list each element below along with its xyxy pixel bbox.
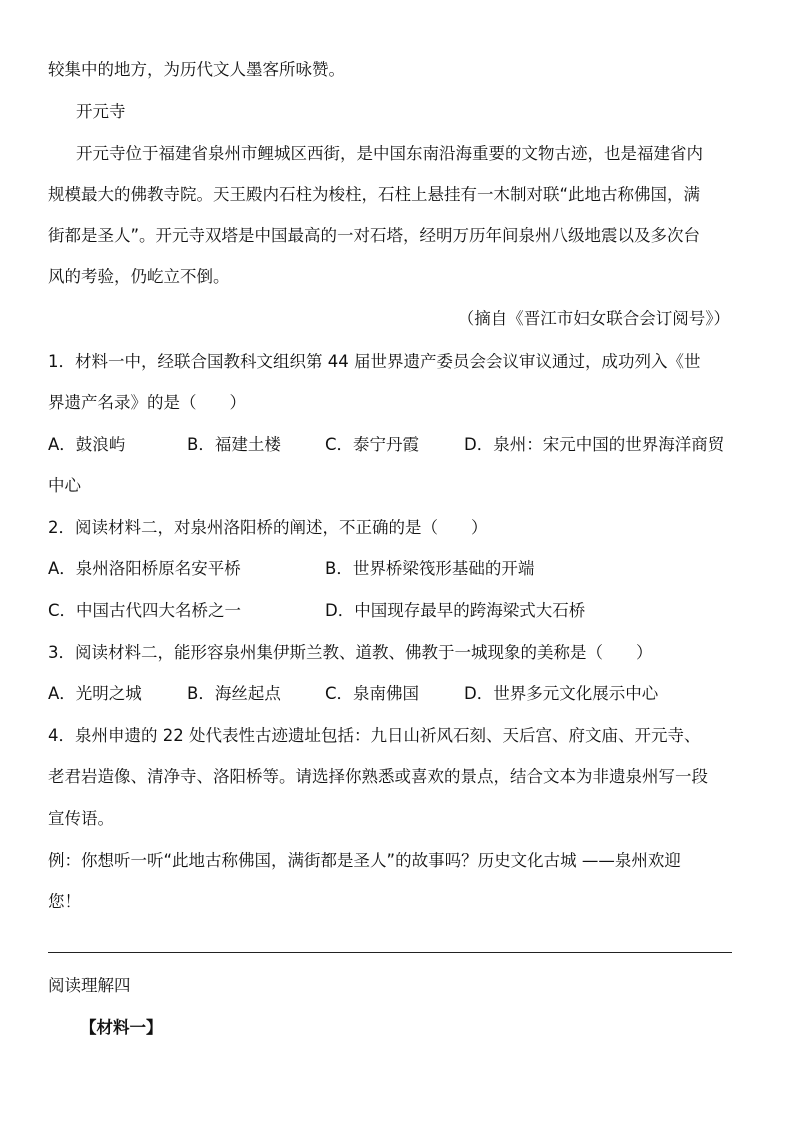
- q1-option-d: D．泉州：宋元中国的世界海洋商贸: [464, 435, 725, 454]
- q3-option-a: A．光明之城: [48, 684, 142, 703]
- section-divider: [48, 952, 732, 953]
- q1-option-b: B．福建土楼: [187, 435, 281, 454]
- q2-option-a: A．泉州洛阳桥原名安平桥: [48, 559, 241, 578]
- q2-option-b: B．世界桥梁筏形基础的开端: [325, 559, 535, 578]
- question-2-stem: 2．阅读材料二，对泉州洛阳桥的阐述，不正确的是（ ）: [48, 518, 488, 537]
- q2-option-c: C．中国古代四大名桥之一: [48, 601, 242, 620]
- source-citation: （摘自《晋江市妇女联合会订阅号》）: [457, 309, 730, 328]
- example-text: 例：你想听一听“此地古称佛国，满街都是圣人”的故事吗？历史文化古城 ——泉州欢迎: [48, 851, 681, 870]
- question-4-stem: 宣传语。: [48, 809, 114, 828]
- question-3-stem: 3．阅读材料二，能形容泉州集伊斯兰教、道教、佛教于一城现象的美称是（ ）: [48, 643, 653, 662]
- example-text: 您！: [48, 892, 81, 911]
- intro-line-end: 较集中的地方，为历代文人墨客所咏赞。: [48, 60, 345, 79]
- paragraph-line: 规模最大的佛教寺院。天王殿内石柱为梭柱，石柱上悬挂有一木制对联“此地古称佛国，满: [48, 185, 701, 204]
- q3-option-c: C．泉南佛国: [325, 684, 420, 703]
- paragraph-line: 风的考验，仍屹立不倒。: [48, 267, 230, 286]
- q3-option-d: D．世界多元文化展示中心: [464, 684, 659, 703]
- question-4-stem: 4．泉州申遗的 22 处代表性古迹遗址包括：九日山祈风石刻、天后宫、府文庙、开元寺、: [48, 726, 701, 745]
- question-1-stem: 1．材料一中，经联合国教科文组织第 44 届世界遗产委员会会议审议通过，成功列入《世: [48, 352, 701, 371]
- section-title: 开元寺: [76, 102, 126, 121]
- q1-option-d-wrap: 中心: [48, 476, 81, 495]
- q2-option-d: D．中国现存最早的跨海梁式大石桥: [325, 601, 586, 620]
- paragraph-line: 开元寺位于福建省泉州市鲤城区西街，是中国东南沿海重要的文物古迹，也是福建省内: [76, 144, 703, 163]
- q1-option-c: C．泰宁丹霞: [325, 435, 420, 454]
- q1-option-a: A．鼓浪屿: [48, 435, 126, 454]
- next-section-title: 阅读理解四: [48, 976, 131, 995]
- material-heading: 【材料一】: [80, 1018, 163, 1037]
- paragraph-line: 街都是圣人”。开元寺双塔是中国最高的一对石塔，经明万历年间泉州八级地震以及多次台: [48, 226, 701, 245]
- q3-option-b: B．海丝起点: [187, 684, 281, 703]
- question-4-stem: 老君岩造像、清净寺、洛阳桥等。请选择你熟悉或喜欢的景点，结合文本为非遗泉州写一段: [48, 767, 708, 786]
- question-1-stem: 界遗产名录》的是（ ）: [48, 393, 246, 412]
